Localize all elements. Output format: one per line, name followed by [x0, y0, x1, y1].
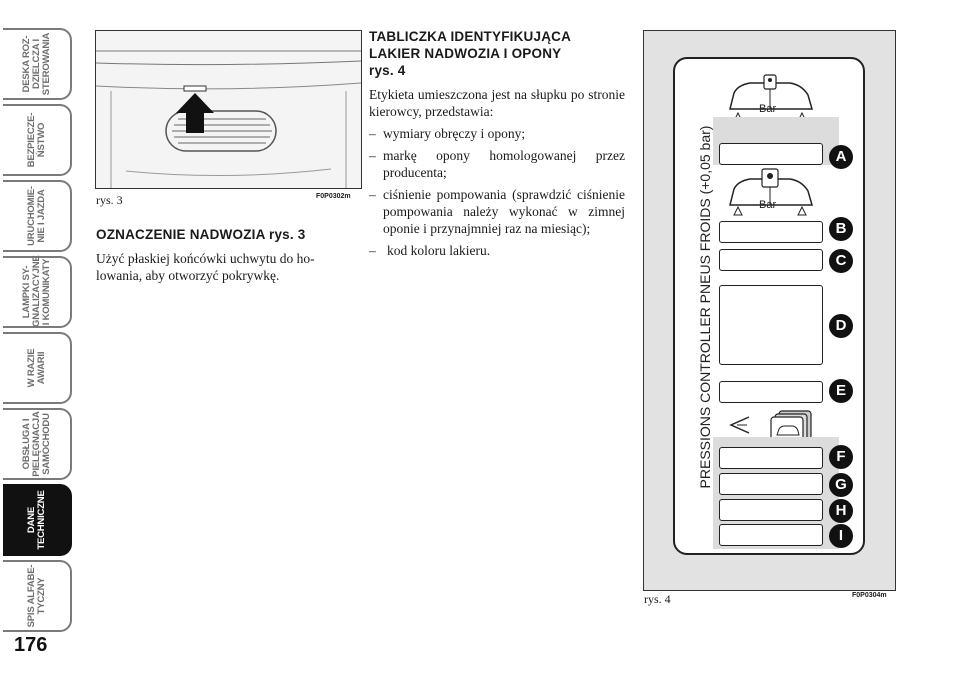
section-identification-plate	[369, 28, 625, 259]
slot-i	[719, 524, 823, 546]
list-item: – wymiary obręczy i opony;	[369, 126, 526, 141]
badge-i: I	[829, 524, 853, 548]
badge-d: D	[829, 314, 853, 338]
text-line: Użyć płaskiej końcówki uchwytu do ho-	[96, 251, 315, 266]
list-item: – kod koloru lakieru.	[369, 243, 491, 258]
badge-g: G	[829, 473, 853, 497]
slot-g	[719, 473, 823, 495]
tab-dane-techniczne[interactable]: DANE TECHNICZNE	[3, 484, 72, 556]
badge-a: A	[829, 145, 853, 169]
tab-obsluga[interactable]: OBSŁUGA I PIELĘGNACJA SAMOCHODU	[3, 408, 72, 480]
section-title	[369, 28, 625, 79]
slot-f	[719, 447, 823, 469]
intro-text: Etykieta umieszczona jest na słupku po stronie kierowcy, przedstawia:	[369, 87, 625, 119]
slot-h	[719, 499, 823, 521]
slot-b	[719, 221, 823, 243]
badge-c: C	[829, 249, 853, 273]
slot-d	[719, 285, 823, 365]
badge-f: F	[829, 445, 853, 469]
tab-w-razie-awarii[interactable]: W RAZIE AWARII	[3, 332, 72, 404]
bar-label: Bar	[759, 103, 777, 115]
title-line: TABLICZKA IDENTYFIKUJĄCA	[369, 29, 572, 44]
car-unloaded-icon	[720, 71, 820, 123]
tab-spis-alfabetyczny[interactable]: SPIS ALFABE- TYCZNY	[3, 560, 72, 632]
text-line: lowania, aby otworzyć pokrywkę.	[96, 268, 280, 283]
badge-h: H	[829, 499, 853, 523]
figure-3-code: F0P0302m	[316, 193, 351, 200]
tab-lampki[interactable]: LAMPKI SY- GNALIZACYJNE I KOMUNIKATY	[3, 256, 72, 328]
badge-b: B	[829, 217, 853, 241]
page-number: 176	[14, 634, 48, 656]
figure-4-code: F0P0304m	[852, 592, 887, 599]
title-line: LAKIER NADWOZIA I OPONY	[369, 46, 562, 61]
figure-4-image	[643, 30, 896, 591]
body-marking-illustration	[96, 31, 361, 188]
section-heading-body-marking: OZNACZENIE NADWOZIA rys. 3	[96, 227, 306, 242]
tab-uruchomienie[interactable]: URUCHOMIE- NIE I JAZDA	[3, 180, 72, 252]
title-line: rys. 4	[369, 63, 406, 78]
bar-label: Bar	[759, 199, 777, 211]
figure-4-caption: rys. 4	[644, 592, 671, 606]
slot-e	[719, 381, 823, 403]
label-vertical-text: PRESSIONS CONTROLLER PNEUS FROIDS (+0,05 bar)	[697, 125, 713, 489]
slot-a	[719, 143, 823, 165]
figure-3-image	[95, 30, 362, 189]
slot-c	[719, 249, 823, 271]
tab-deska-rozdzielcza[interactable]: DESKA ROZ- DZIELCZA I STEROWANIA	[3, 28, 72, 100]
figure-3-caption: rys. 3	[96, 193, 123, 207]
section-body-marking-text	[96, 250, 358, 284]
tab-bezpieczenstwo[interactable]: BEZPIECZE- ŃSTWO	[3, 104, 72, 176]
badge-e: E	[829, 379, 853, 403]
list-item: – markę opony homologowanej przez producenta;	[369, 148, 625, 180]
list-item: – ciśnienie pompowania (sprawdzić ciśnienie pompowania należy wykonać w zimnej oponie i przynajmniej raz na miesiąc);	[369, 187, 625, 236]
tire-pressure-label	[673, 57, 865, 555]
